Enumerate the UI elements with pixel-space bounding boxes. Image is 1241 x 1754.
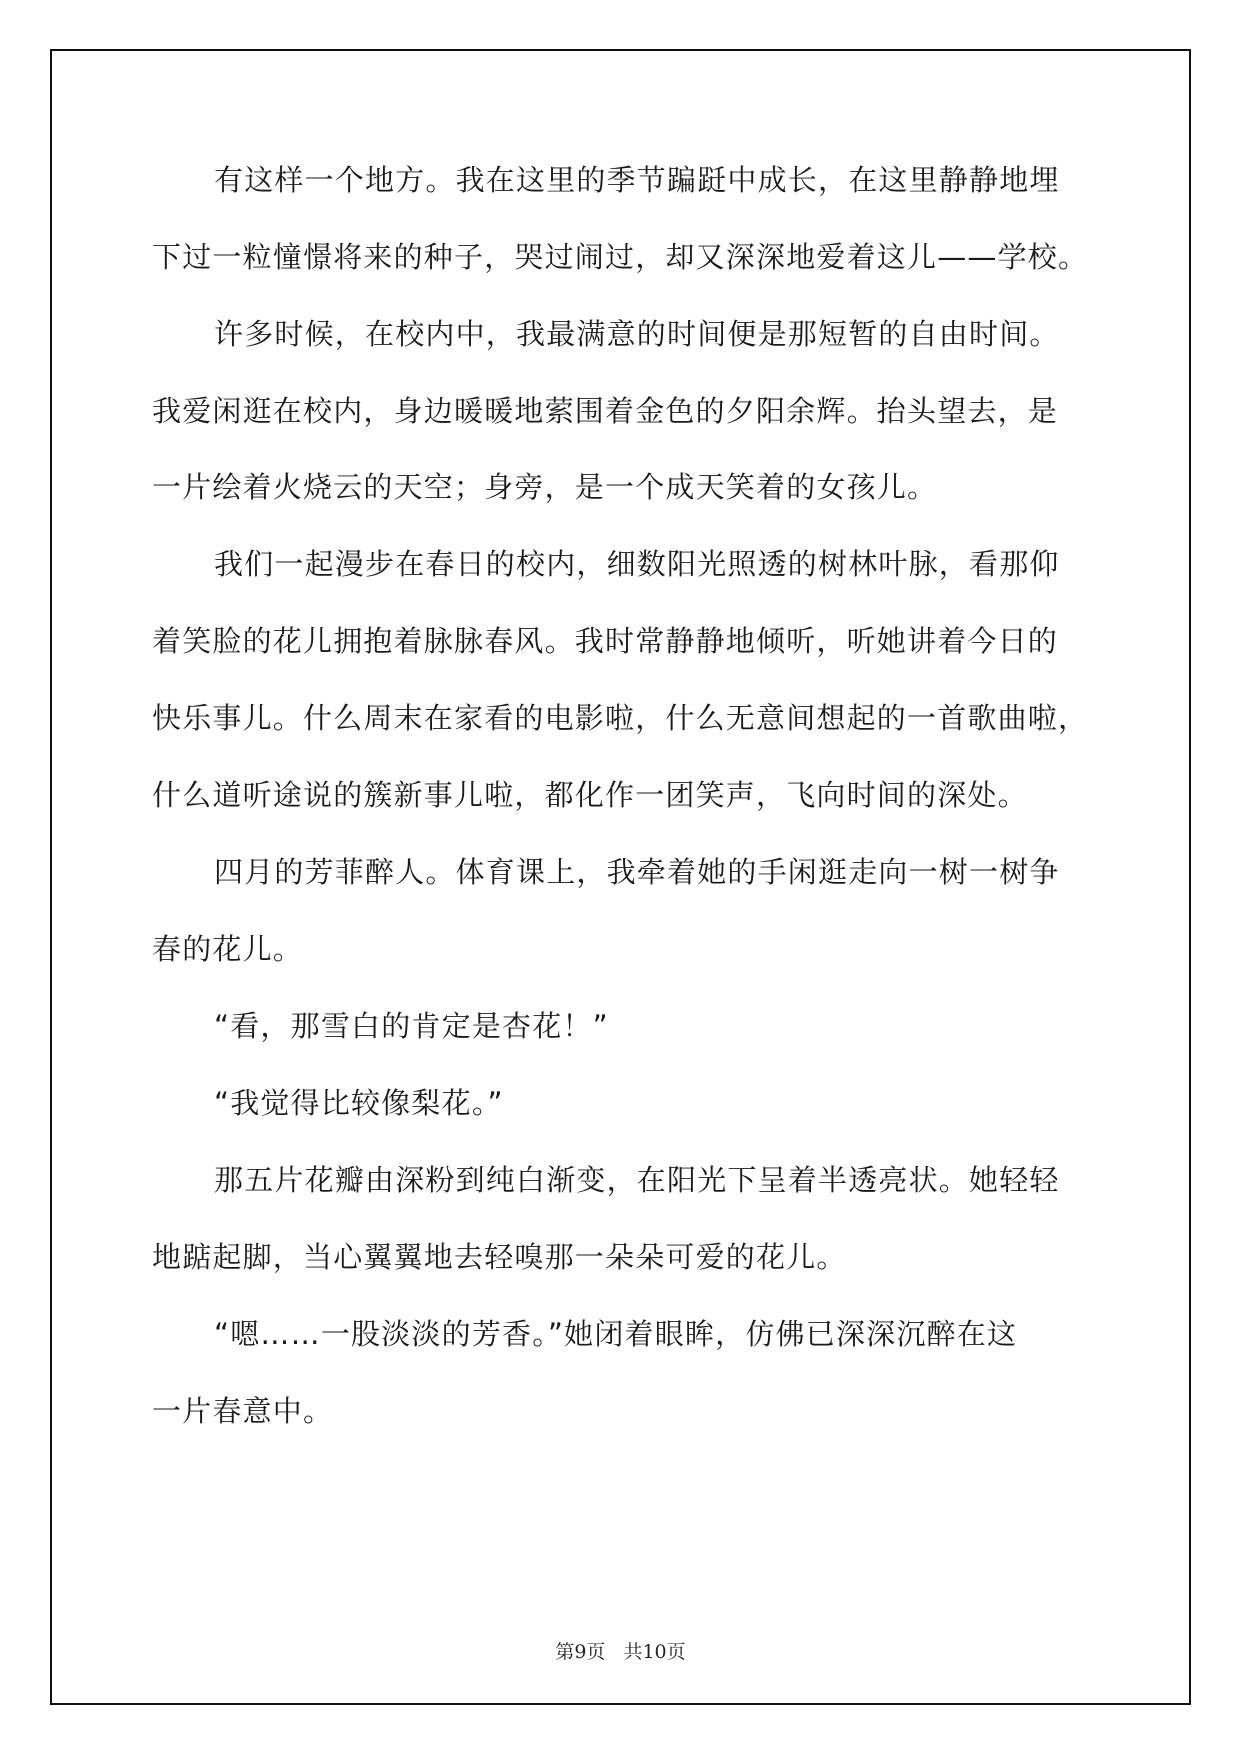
text-line: “我觉得比较像梨花。” [214,1086,504,1120]
page-footer [0,1637,1241,1664]
text-line: 下过一粒憧憬将来的种子，哭过闹过，却又深深地爱着这儿——学校。 [152,240,1089,274]
text-line: 着笑脸的花儿拥抱着脉脉春风。我时常静静地倾听，听她讲着今日的 [152,624,1059,658]
text-line: 许多时候，在校内中，我最满意的时间便是那短暂的自由时间。 [214,317,1060,351]
text-line: 我爱闲逛在校内，身边暖暖地萦围着金色的夕阳余辉。抬头望去，是 [152,394,1059,428]
text-line: 什么道听途说的簇新事儿啦，都化作一团笑声，飞向时间的深处。 [152,778,1028,812]
text-line: 快乐事儿。什么周末在家看的电影啦，什么无意间想起的一首歌曲啦， [152,701,1089,735]
current-page-label: 第9页 [555,1641,606,1663]
total-pages-label: 共10页 [623,1641,686,1663]
text-line: 一片春意中。 [152,1394,334,1428]
text-line: 四月的芳菲醉人。体育课上，我牵着她的手闲逛走向一树一树争 [214,855,1060,889]
text-line: 一片绘着火烧云的天空；身旁，是一个成天笑着的女孩儿。 [152,470,938,504]
text-line: “嗯……一股淡淡的芳香。”她闭着眼眸，仿佛已深深沉醉在这 [214,1317,1018,1351]
text-line: 有这样一个地方。我在这里的季节蹁跹中成长，在这里静静地埋 [214,163,1060,197]
text-line: 我们一起漫步在春日的校内，细数阳光照透的树林叶脉，看那仰 [214,547,1060,581]
text-line: “看，那雪白的肯定是杏花！” [214,1009,609,1043]
text-line: 那五片花瓣由深粉到纯白渐变，在阳光下呈着半透亮状。她轻轻 [214,1163,1060,1197]
text-line: 地踮起脚，当心翼翼地去轻嗅那一朵朵可爱的花儿。 [152,1240,847,1274]
text-line: 春的花儿。 [152,932,304,966]
